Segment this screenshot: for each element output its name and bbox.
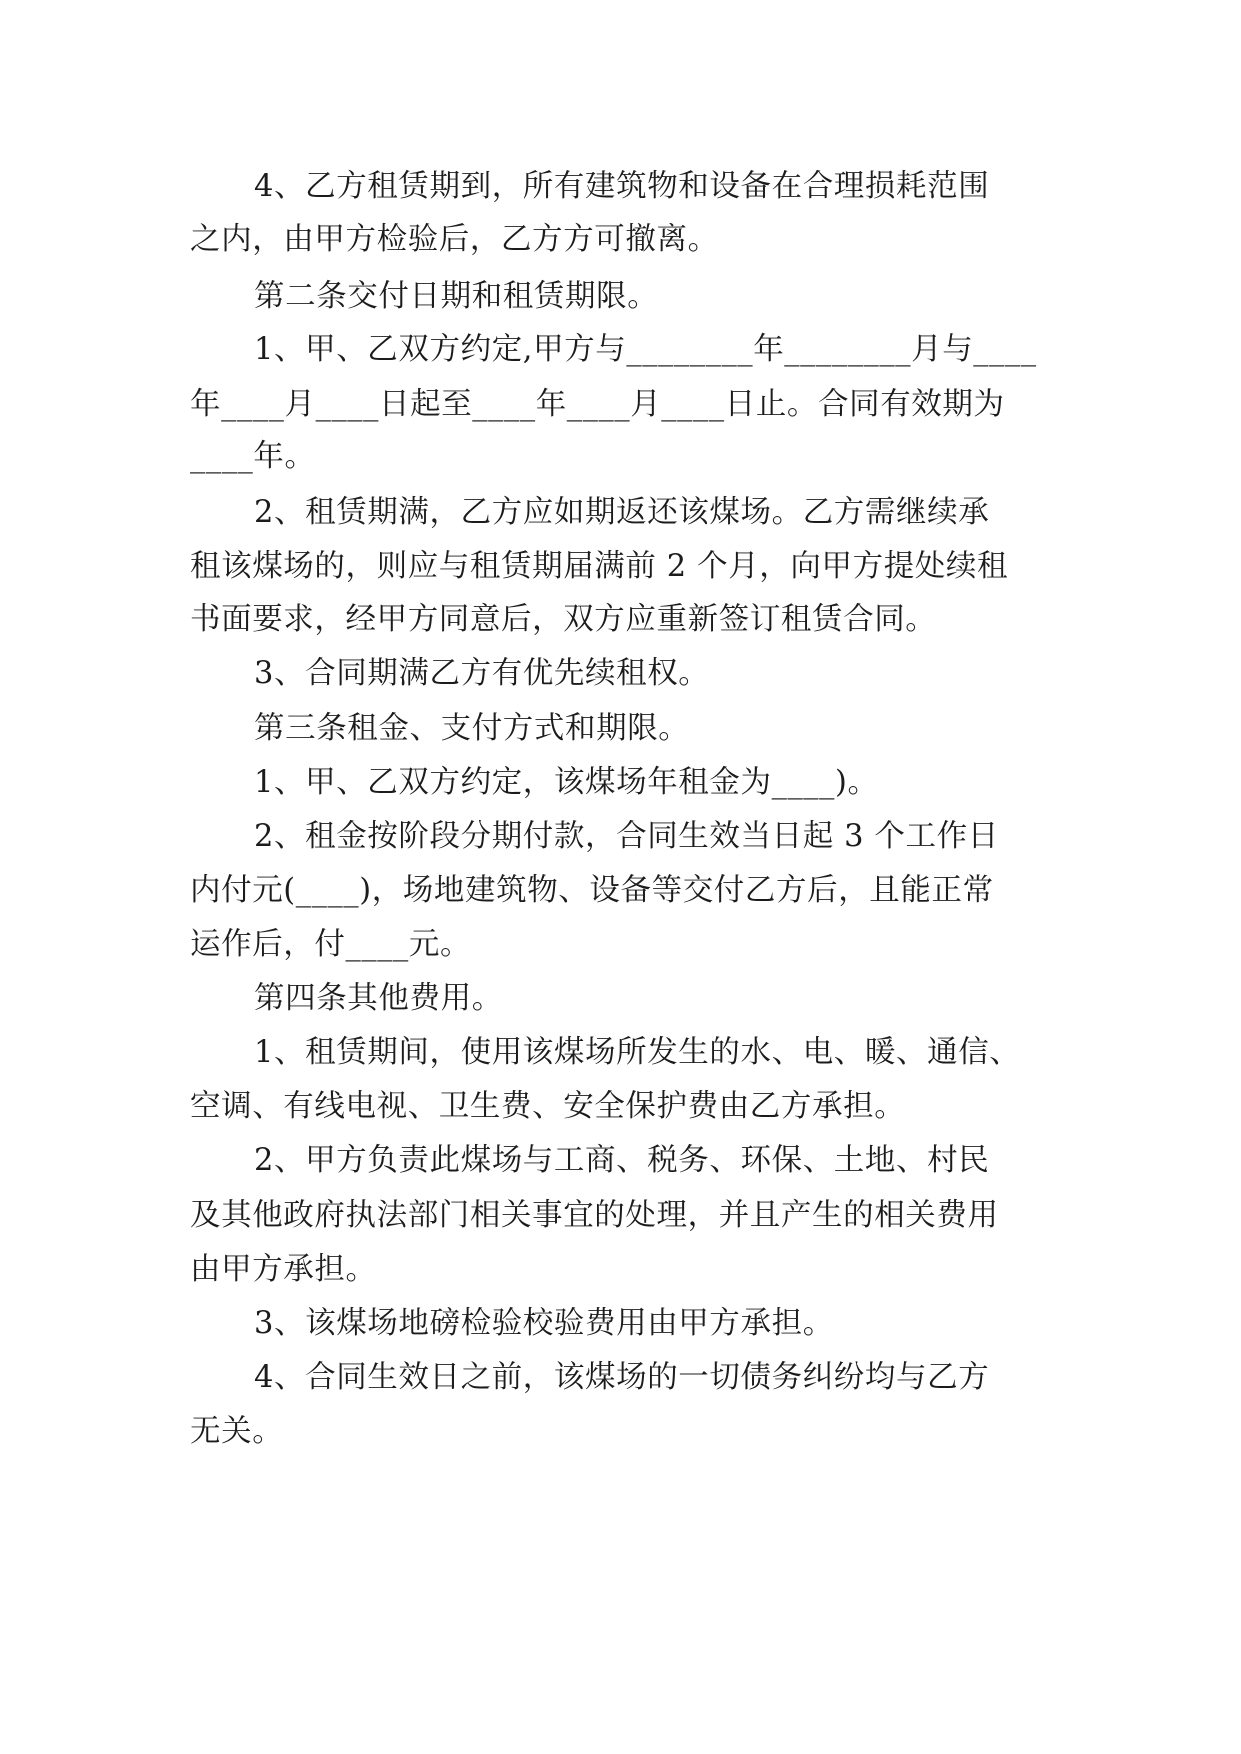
- clause-line: ____年。: [190, 439, 316, 474]
- clause-line: 租该煤场的，则应与租赁期届满前 2 个月，向甲方提处续租: [190, 549, 1009, 584]
- clause-line: 及其他政府执法部门相关事宜的处理，并且产生的相关费用: [190, 1198, 999, 1233]
- clause-line: 4、合同生效日之前，该煤场的一切债务纠纷均与乙方: [254, 1360, 990, 1395]
- clause-line: 空调、有线电视、卫生费、安全保护费由乙方承担。: [190, 1089, 906, 1124]
- clause-line: 无关。: [190, 1414, 284, 1449]
- clause-line: 内付元(____)，场地建筑物、设备等交付乙方后，且能正常: [190, 873, 994, 908]
- clause-line: 1、甲、乙双方约定，该煤场年租金为____)。: [254, 765, 879, 800]
- clause-line: 1、甲、乙双方约定,甲方与________年________月与____: [254, 332, 1037, 367]
- clause-line: 2、甲方负责此煤场与工商、税务、环保、土地、村民: [254, 1143, 990, 1178]
- clause-line: 2、租金按阶段分期付款，合同生效当日起 3 个工作日: [254, 819, 999, 854]
- article-heading: 第二条交付日期和租赁期限。: [254, 279, 659, 314]
- clause-line: 书面要求，经甲方同意后，双方应重新签订租赁合同。: [190, 602, 937, 637]
- article-heading: 第三条租金、支付方式和期限。: [254, 711, 690, 746]
- clause-line: 1、租赁期间，使用该煤场所发生的水、电、暖、通信、: [254, 1035, 1021, 1070]
- article-heading: 第四条其他费用。: [254, 981, 503, 1016]
- clause-line: 年____月____日起至____年____月____日止。合同有效期为: [190, 387, 1005, 422]
- clause-line: 2、租赁期满，乙方应如期返还该煤场。乙方需继续承: [254, 495, 990, 530]
- clause-line: 由甲方承担。: [190, 1252, 377, 1287]
- clause-line: 之内，由甲方检验后，乙方方可撤离。: [190, 222, 719, 257]
- clause-line: 4、乙方租赁期到，所有建筑物和设备在合理损耗范围: [254, 169, 990, 204]
- clause-line: 3、该煤场地磅检验校验费用由甲方承担。: [254, 1306, 834, 1341]
- clause-line: 运作后，付____元。: [190, 927, 472, 962]
- clause-line: 3、合同期满乙方有优先续租权。: [254, 656, 710, 691]
